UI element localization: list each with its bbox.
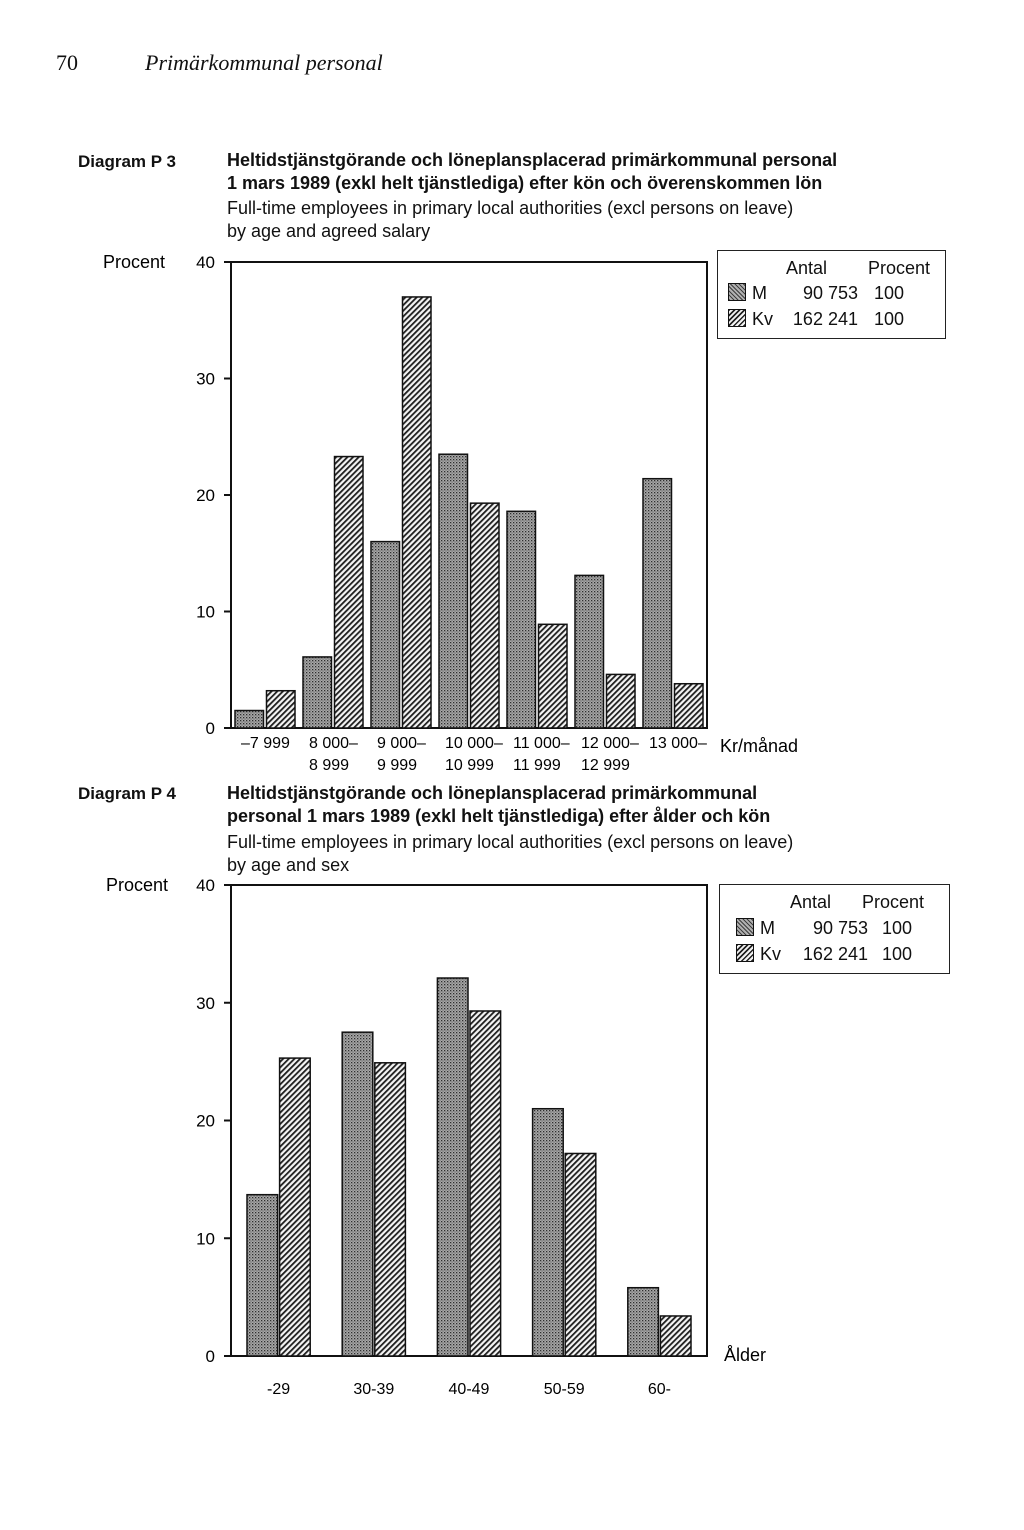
legend-header-procent: Procent	[868, 258, 931, 278]
running-head: Primärkommunal personal	[145, 50, 383, 75]
diagram-p3-title-sv-1: Heltidstjänstgörande och löneplansplacerad primärkommunal personal	[227, 150, 838, 170]
x-tick-label: 30-39	[353, 1381, 395, 1398]
x-tick-label: 8 000–	[309, 735, 358, 752]
bar-kv-0	[280, 1058, 311, 1356]
x-tick-label: 9 000–	[377, 735, 426, 752]
bar-m-4	[628, 1288, 659, 1356]
x-tick-label: 12 999	[581, 757, 630, 774]
legend-label-m: M	[752, 283, 767, 303]
y-tick-label: 10	[196, 602, 215, 622]
y-tick-label: 0	[205, 1347, 215, 1366]
y-tick-label: 20	[196, 486, 215, 505]
diagram-p4-label: Diagram P 4	[78, 784, 176, 803]
legend-label-kv: Kv	[752, 309, 774, 329]
y-tick-label: 20	[196, 1111, 215, 1131]
page-number: 70	[56, 50, 78, 75]
legend-swatch-kv	[736, 944, 754, 962]
legend-antal-kv: 162 241	[802, 944, 868, 964]
x-axis-label: Ålder	[724, 1345, 767, 1365]
bar-kv-1	[375, 1063, 406, 1356]
x-tick-label: 11 999	[513, 757, 561, 774]
legend-procent-kv: 100	[881, 944, 912, 964]
legend-antal-m: 90 753	[802, 283, 858, 303]
bar-m-0	[247, 1195, 278, 1356]
diagram-p4-subtitle-en-1: Full-time employees in primary local authorities (excl persons on leave)	[227, 832, 794, 852]
x-tick-label: -29	[267, 1381, 291, 1398]
legend-header-procent: Procent	[862, 892, 925, 912]
legend-procent-m: 100	[881, 918, 912, 938]
diagram-p3-subtitle-en-2: by age and agreed salary	[227, 221, 431, 241]
x-tick-label: 13 000–	[649, 735, 707, 752]
legend-entry-kv	[736, 944, 912, 965]
y-tick-label: 30	[196, 369, 215, 389]
y-axis-label: Procent	[103, 252, 166, 272]
legend-swatch-m	[736, 918, 754, 936]
diagram-p4-title-sv-1: Heltidstjänstgörande och löneplansplacerad primärkommunal	[227, 783, 758, 803]
x-axis-label: Kr/månad	[720, 736, 799, 756]
bar-kv-4	[660, 1316, 691, 1356]
bar-m-1	[342, 1032, 373, 1356]
legend-procent-m: 100	[873, 283, 904, 303]
legend-entry-m	[736, 918, 912, 939]
y-axis-label: Procent	[106, 875, 169, 895]
x-tick-label: 40-49	[448, 1381, 490, 1398]
y-tick-label: 0	[205, 719, 215, 738]
x-tick-label: 10 999	[445, 757, 494, 774]
y-tick-label: 10	[196, 1229, 215, 1249]
legend-label-m: M	[760, 918, 775, 938]
legend-header-antal: Antal	[790, 892, 832, 912]
y-tick-label: 40	[196, 876, 215, 895]
diagram-p3-title-sv-2: 1 mars 1989 (exkl helt tjänstlediga) efter kön och överenskommen lön	[227, 173, 823, 193]
legend-antal-m: 90 753	[812, 918, 868, 938]
legend-procent-kv: 100	[873, 309, 904, 329]
legend-antal-kv: 162 241	[792, 309, 858, 329]
diagram-p3-label: Diagram P 3	[78, 152, 176, 171]
x-tick-label: 11 000–	[513, 735, 570, 752]
x-tick-label: –7 999	[241, 735, 290, 752]
diagram-p4-title-sv-2: personal 1 mars 1989 (exkl helt tjänstlediga) efter ålder och kön	[227, 806, 771, 826]
bar-kv-3	[565, 1153, 596, 1356]
y-tick-label: 40	[196, 253, 215, 272]
x-tick-label: 60-	[647, 1381, 671, 1398]
x-tick-label: 50-59	[543, 1381, 585, 1398]
x-tick-label: 9 999	[377, 757, 418, 774]
legend-header-antal: Antal	[786, 258, 828, 278]
x-tick-label: 8 999	[309, 757, 350, 774]
bar-m-3	[533, 1109, 564, 1356]
diagram-p4-legend	[719, 884, 950, 974]
x-tick-label: 10 000–	[445, 735, 503, 752]
x-tick-label: 12 000–	[581, 735, 639, 752]
legend-label-kv: Kv	[760, 944, 782, 964]
bar-m-2	[437, 978, 468, 1356]
diagram-p4-subtitle-en-2: by age and sex	[227, 855, 350, 875]
diagram-p3-subtitle-en-1: Full-time employees in primary local authorities (excl persons on leave)	[227, 198, 794, 218]
bar-kv-2	[470, 1011, 501, 1356]
y-tick-label: 30	[196, 993, 215, 1013]
